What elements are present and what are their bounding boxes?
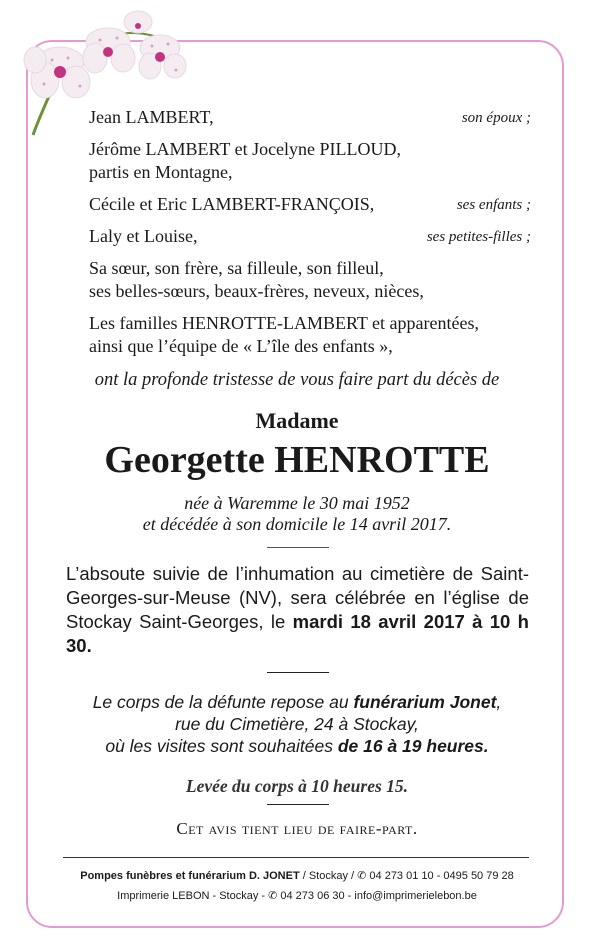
visitation-block <box>0 691 594 757</box>
family-row <box>89 193 531 216</box>
funeral-home-name: Pompes funèbres et funérarium D. JONET <box>80 870 300 882</box>
family-row <box>89 257 531 303</box>
deceased-name: Georgette HENROTTE <box>104 439 490 481</box>
family-name: Laly et Louise, <box>89 226 198 246</box>
family-role: ses enfants ; <box>456 197 531 213</box>
family-row <box>89 138 531 184</box>
visitation-text: , <box>496 692 502 712</box>
divider <box>267 804 329 805</box>
deceased-title: Madame <box>255 408 339 433</box>
divider <box>267 672 329 673</box>
family-name-continued: ses belles-sœurs, beaux-frères, neveux, nièces, <box>89 281 424 301</box>
visitation-line-3 <box>0 735 594 757</box>
family-name: Cécile et Eric LAMBERT-FRANÇOIS, <box>89 194 375 214</box>
family-name: Jérôme LAMBERT et Jocelyne PILLOUD, <box>89 139 402 159</box>
footer-divider <box>63 857 529 858</box>
footer-line-1 <box>0 869 594 882</box>
family-row <box>89 312 531 358</box>
family-row <box>89 225 531 248</box>
family-role: son époux ; <box>461 110 531 126</box>
ceremony-date: mardi 18 avril 2017 à 10 h 30. <box>66 611 529 656</box>
family-name: Sa sœur, son frère, sa filleule, son filleul, <box>89 258 384 278</box>
visitation-text: où les visites sont souhaitées <box>105 736 338 756</box>
lifting-time: Levée du corps à 10 heures 15. <box>185 776 409 796</box>
family-role: ses petites-filles ; <box>426 229 531 245</box>
ceremony-paragraph <box>66 562 529 658</box>
ceremony-text: L’absoute suivie de l’inhumation au cimetière de Saint-Georges-sur-Meuse (NV), sera célébrée en l’église de Stockay Saint-Georges, le <box>66 563 529 632</box>
announcement: ont la profonde tristesse de vous faire part du décès de <box>94 370 500 390</box>
funerarium-name: funérarium Jonet <box>353 692 497 712</box>
family-name-continued: ainsi que l’équipe de « L’île des enfants », <box>89 336 393 356</box>
family-name: Les familles HENROTTE-LAMBERT et apparentées, <box>89 313 479 333</box>
footer-line-2: Imprimerie LEBON - Stockay - ✆ 04 273 06 30 - info@imprimerielebon.be <box>117 890 477 902</box>
visitation-text: Le corps de la défunte repose au <box>92 692 354 712</box>
divider <box>267 547 329 548</box>
funeral-home-contact: / Stockay / ✆ 04 273 01 10 - 0495 50 79 28 <box>299 870 514 882</box>
family-row <box>89 106 531 129</box>
family-name: Jean LAMBERT, <box>89 107 214 127</box>
family-name-continued: partis en Montagne, <box>89 162 233 182</box>
visitation-line-2: rue du Cimetière, 24 à Stockay, <box>175 714 419 734</box>
notice: Cet avis tient lieu de faire-part. <box>176 819 418 838</box>
visitation-line-1 <box>0 691 594 713</box>
visiting-hours: de 16 à 19 heures. <box>337 736 489 756</box>
birth-info: née à Waremme le 30 mai 1952 <box>184 493 410 513</box>
death-info: et décédée à son domicile le 14 avril 2017. <box>142 514 452 534</box>
